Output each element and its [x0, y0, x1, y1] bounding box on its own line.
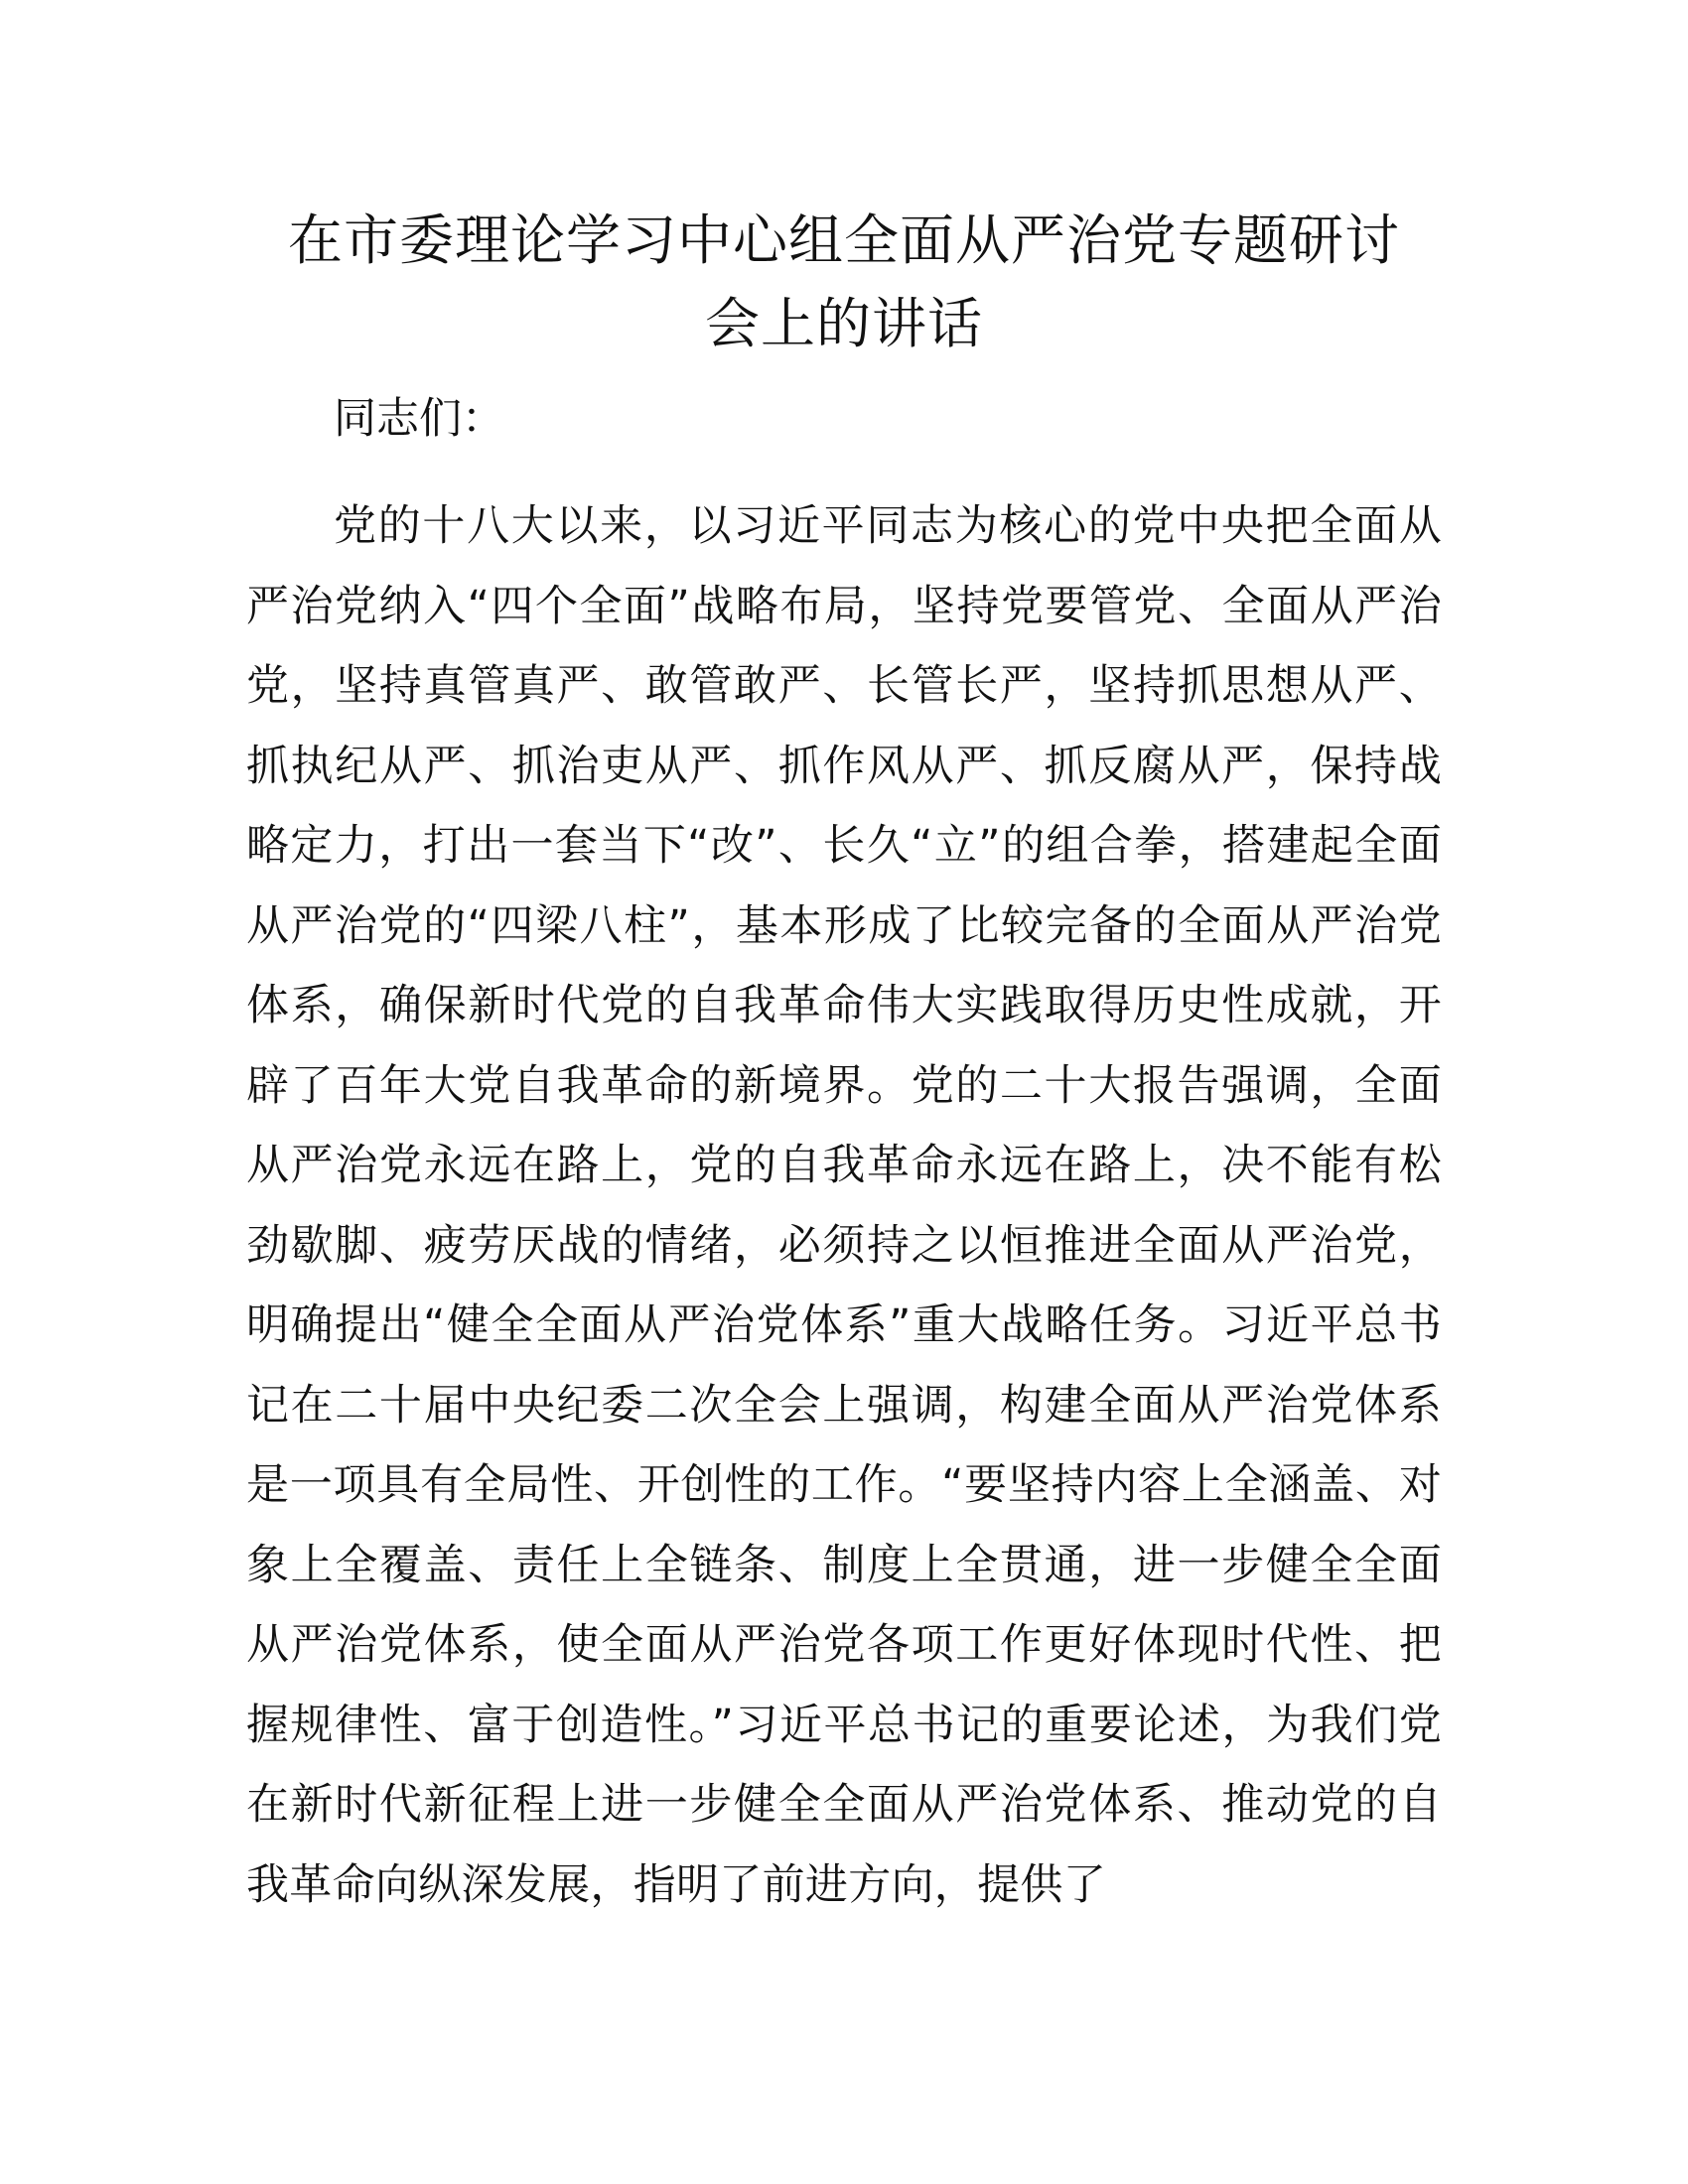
title-line-2: 会上的讲话	[704, 292, 983, 355]
salutation: 同志们：	[334, 394, 504, 444]
document-title	[246, 199, 1442, 365]
title-line-1: 在市委理论学习中心组全面从严治党专题研讨	[287, 208, 1400, 272]
body-paragraph: 党的十八大以来，以习近平同志为核心的党中央把全面从严治党纳入“四个全面”战略布局，坚持党要管党、全面从严治党，坚持真管真严、敢管敢严、长管长严，坚持抓思想从严、抓执纪从严、抓治吏从严、抓作风从严、抓反腐从严，保持战略定力，打出一套当下“改”、长久“立”的组合拳，搭建起全面从严治党的“四梁八柱”，基本形成了比较完备的全面从严治党体系，确保新时代党的自我革命伟大实践取得历史性成就，开辟了百年大党自我革命的新境界。党的二十大报告强调，全面从严治党永远在路上，党的自我革命永远在路上，决不能有松劲歇脚、疲劳厌战的情绪，必须持之以恒推进全面从严治党，明确提出“健全全面从严治党体系”重大战略任务。习近平总书记在二十届中央纪委二次全会上强调，构建全面从严治党体系是一项具有全局性、开创性的工作。“要坚持内容上全涵盖、对象上全覆盖、责任上全链条、制度上全贯通，进一步健全全面从严治党体系，使全面从严治党各项工作更好体现时代性、把握规律性、富于创造性。”习近平总书记的重要论述，为我们党在新时代新征程上进一步健全全面从严治党体系、推动党的自我革命向纵深发展，指明了前进方向，提供了	[246, 501, 1442, 1910]
document-page	[246, 199, 1442, 1925]
